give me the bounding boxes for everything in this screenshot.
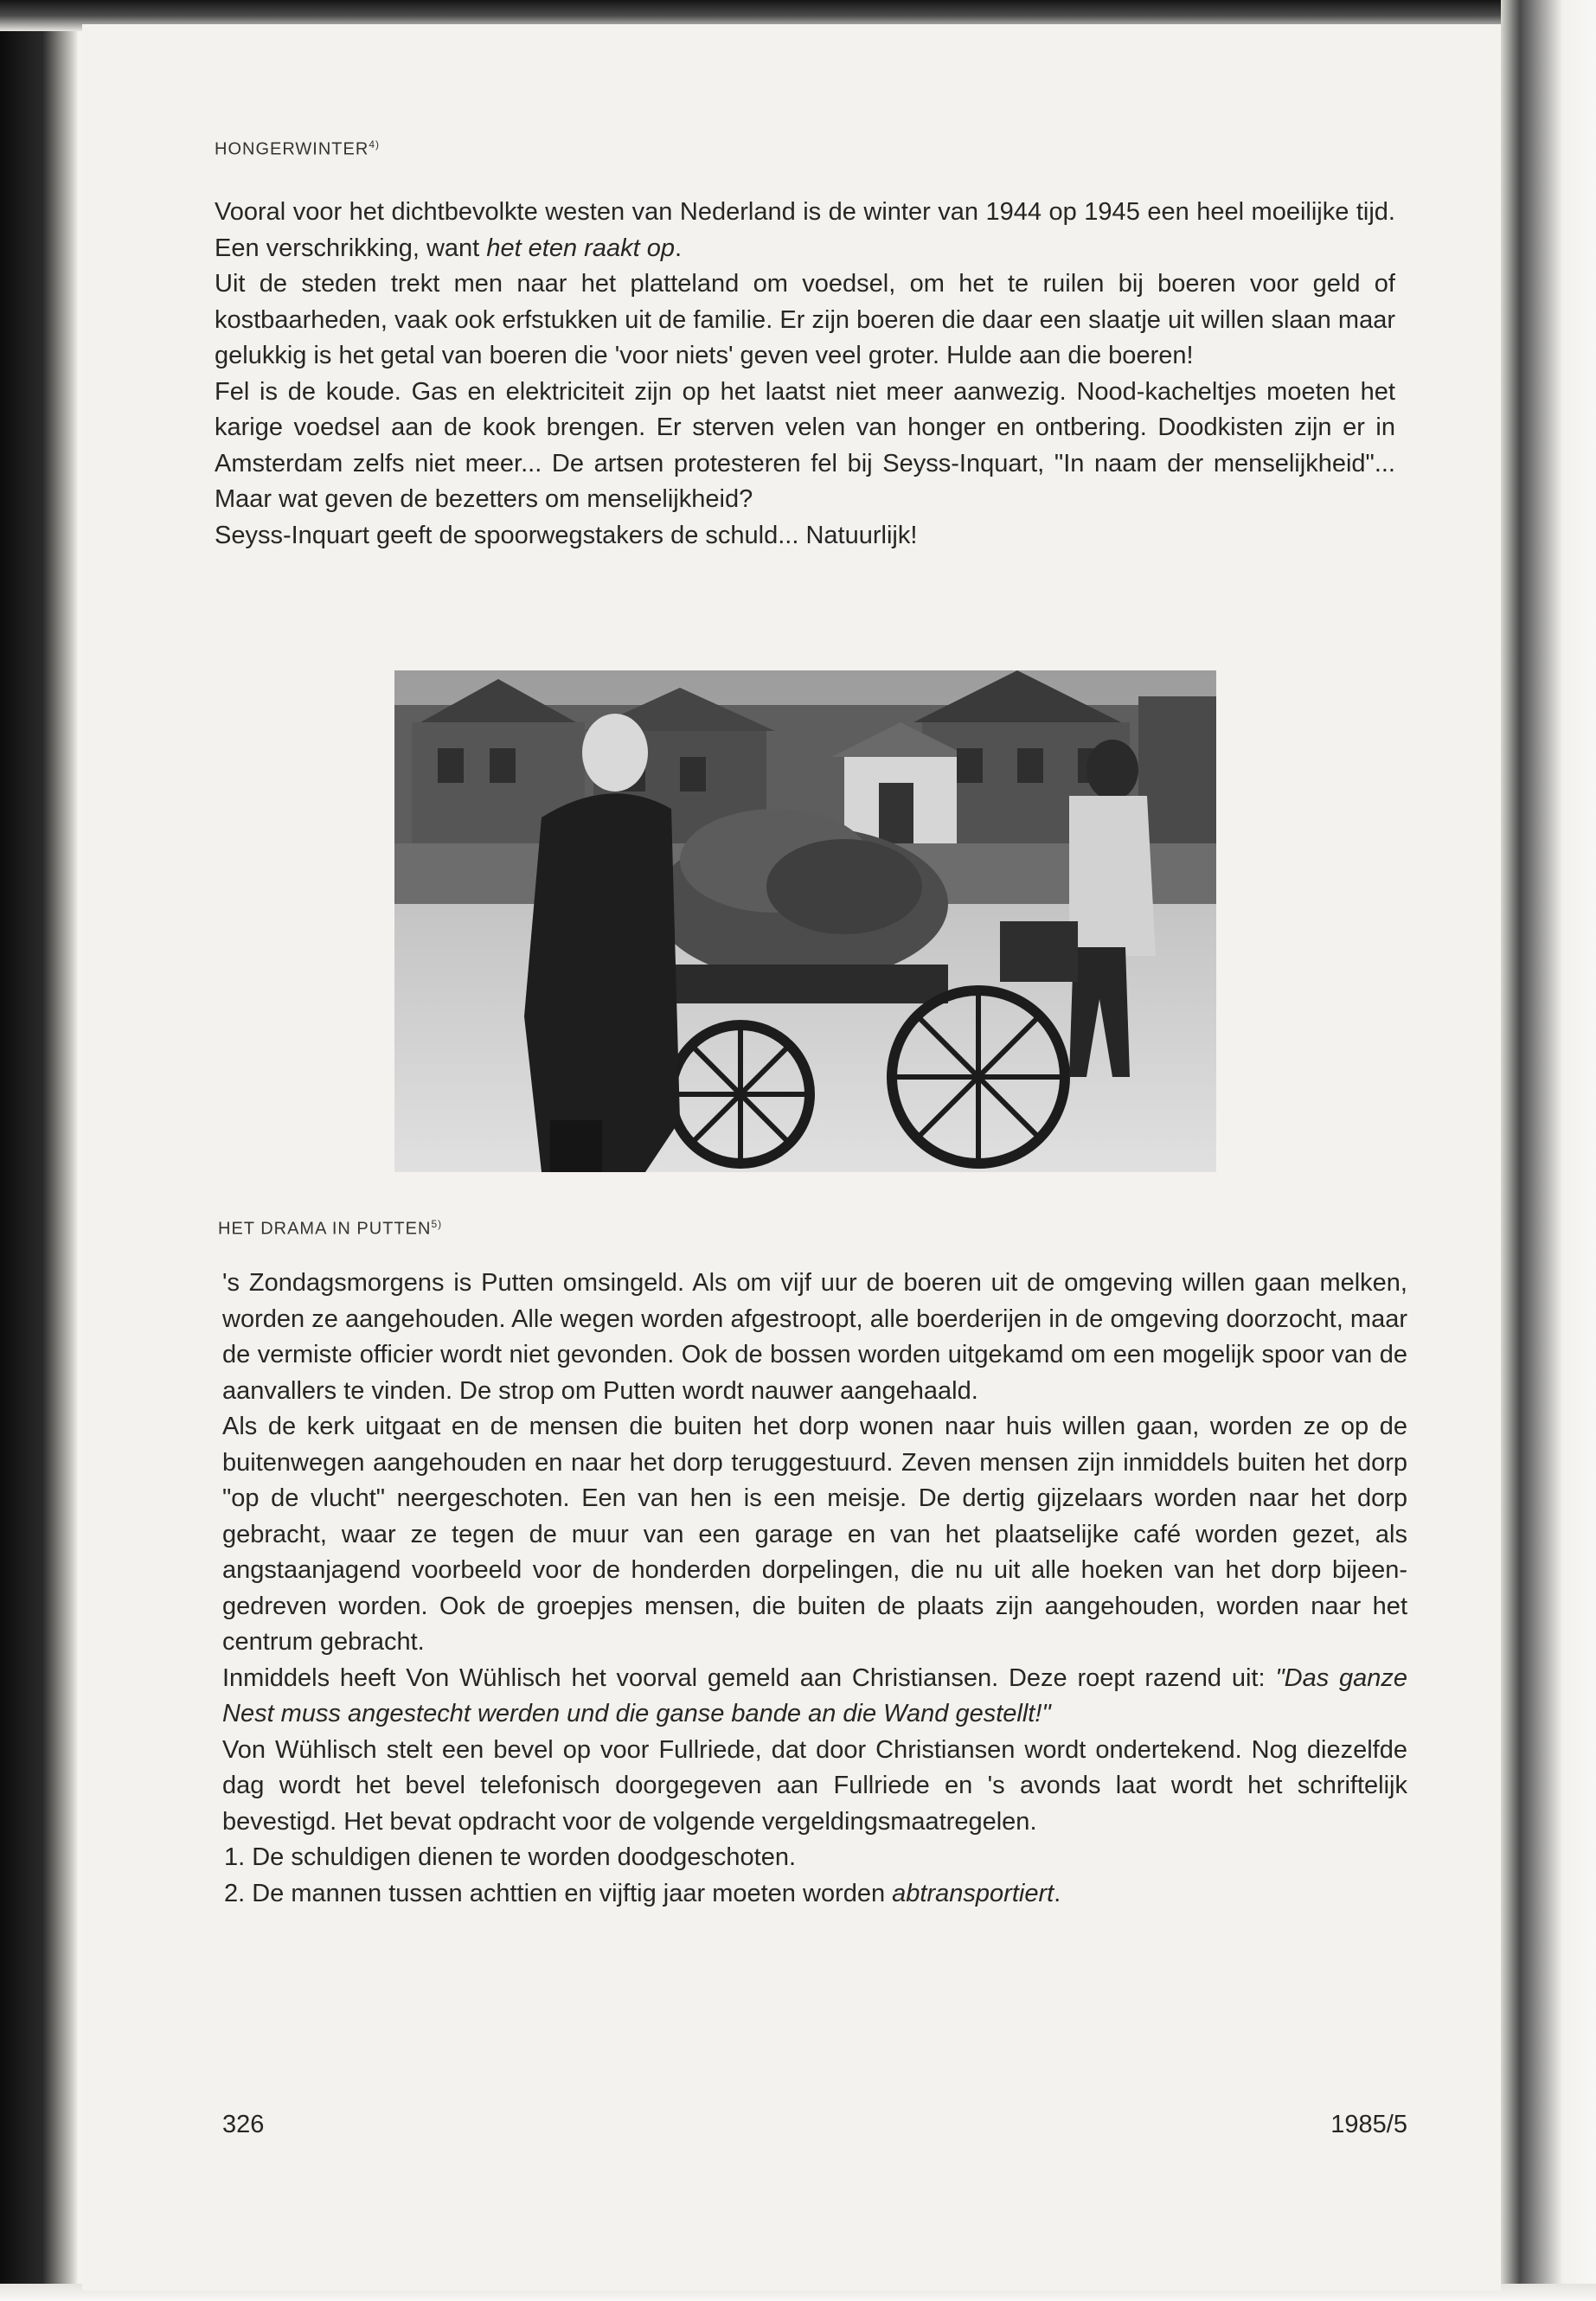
list-item-text: 1. De schuldigen dienen te worden doodgeschoten. [224, 1843, 797, 1871]
section-heading-hongerwinter [215, 138, 380, 160]
photo-handcart-hongerwinter [394, 670, 1216, 1172]
paragraph [215, 375, 1395, 518]
paragraph [222, 1409, 1407, 1661]
scan-edge-left [0, 0, 78, 2301]
heading-text: HONGERWINTER [215, 139, 369, 159]
emphasis-text: het eten raakt op [486, 234, 675, 262]
paragraph-text: Vooral voor het dichtbevolkte westen van Nederland is de winter van 1944 op 1945 een heel moeilijke tijd. Een verschrikking, want [215, 198, 1395, 262]
paragraph [222, 1661, 1407, 1733]
paragraph [215, 518, 1395, 554]
issue-number: 1985/5 [1330, 2111, 1407, 2138]
paragraph [222, 1733, 1407, 1841]
paragraph [222, 1266, 1407, 1409]
paragraph-text: Als de kerk uitgaat en de mensen die buiten het dorp wonen naar huis willen gaan, worden ze op de buitenwegen aangehouden en naar het dorp teruggestuurd. Zeven mensen zijn inmiddels buiten het dorp "op de vlucht" neergeschoten. Een van hen is een meisje. De dertig gijzelaars worden naar het dorp gebracht, waar ze tegen de muur van een garage en van het plaatselijke café worden gezet, als angstaanjagend voorbeeld voor de honderden dorpelingen, die nu uit alle hoeken van het dorp bijeen-gedreven worden. Ook de groepjes mensen, die buiten de plaats zijn aangehouden, worden naar het centrum gebracht. [222, 1413, 1407, 1656]
emphasis-quote: "Das ganze Nest muss angestecht werden und die ganse bande an die Wand gestellt!" [222, 1663, 1408, 1727]
list-item [222, 1876, 1407, 1913]
scan-edge-right [1501, 0, 1596, 2301]
emphasis-text: abtransportiert [892, 1879, 1054, 1907]
paragraph-text: Fel is de koude. Gas en elektriciteit zijn op het laatst niet meer aanwezig. Nood-kacheltjes moeten het karige voedsel aan de kook brengen. Er sterven velen van honger en ontbering. Doodkisten zijn er in Amsterdam zelfs niet meer... De artsen protesteren fel bij Seyss-Inquart, "In naam der menselijkheid"... Maar wat geven de bezetters om menselijkheid? [215, 377, 1395, 513]
paragraph-text: Seyss-Inquart geeft de spoorwegstakers de schuld... Natuurlijk! [215, 521, 918, 549]
paragraph-text: . [674, 234, 683, 262]
heading-text: HET DRAMA IN PUTTEN [218, 1219, 432, 1239]
paragraph-text: Von Wühlisch stelt een bevel op voor Fullriede, dat door Christiansen wordt ondertekend. Nog diezelfde dag wordt het bevel telefonisch doorgegeven aan Fullriede en 's avonds laat wordt het schriftelijk bevestigd. Het bevat opdracht voor de volgende vergeldingsmaatregelen. [222, 1735, 1407, 1836]
section-body-hongerwinter [215, 195, 1395, 554]
section-body-putten [222, 1266, 1407, 1912]
paragraph [215, 195, 1395, 266]
list-item-text: 2. De mannen tussen achttien en vijftig jaar moeten worden [224, 1879, 893, 1907]
paragraph-text: Uit de steden trekt men naar het platteland om voedsel, om het te ruilen bij boeren voor geld of kostbaarheden, vaak ook erfstukken uit de familie. Er zijn boeren die daar een slaatje uit willen slaan maar gelukkig is het getal van boeren die 'voor niets' geven veel groter. Hulde aan die boeren! [215, 270, 1395, 369]
paragraph-text: 's Zondagsmorgens is Putten omsingeld. Als om vijf uur de boeren uit de omgeving willen gaan melken, worden ze aangehouden. Alle wegen worden afgestroopt, alle boerderijen in de omgeving doorzocht, maar de vermiste officier wordt niet gevonden. Ook de bossen worden uitgekamd om een mogelijk spoor van de aanvallers te vinden. De strop om Putten wordt nauwer aangehaald. [222, 1269, 1407, 1405]
page-number: 326 [222, 2111, 265, 2138]
list-item-text: . [1054, 1879, 1061, 1907]
footnote-ref: 5) [431, 1218, 443, 1230]
section-heading-putten [218, 1218, 442, 1240]
list-item [222, 1840, 1407, 1876]
photo-illustration [394, 670, 1216, 1172]
paragraph [215, 266, 1395, 375]
paragraph-text: Inmiddels heeft Von Wühlisch het voorval gemeld aan Christiansen. Deze roept razend uit: [222, 1663, 1276, 1692]
footnote-ref: 4) [369, 138, 380, 151]
